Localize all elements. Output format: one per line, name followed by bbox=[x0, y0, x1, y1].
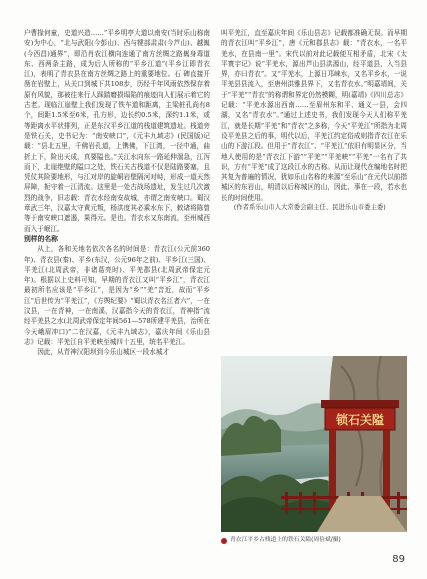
section-heading: 别样的名称 bbox=[24, 234, 58, 243]
pass-gate-illustration bbox=[221, 356, 407, 532]
body-paragraph: 因此，从青神汉阳坝到今乐山城区一段水城才 bbox=[37, 348, 170, 357]
right-text-column bbox=[221, 28, 407, 348]
photo-caption bbox=[221, 536, 411, 545]
pass-gate-photo bbox=[221, 356, 407, 532]
left-text-column bbox=[24, 28, 210, 568]
page-number: 89 bbox=[392, 554, 405, 565]
gate-sign-text: 锁石关隘 bbox=[335, 413, 385, 427]
author-note: (作者系乐山市人大常委会副主任、民进乐山市委主委) bbox=[233, 203, 386, 212]
body-paragraph: 户曹掾何童，史道兴造……”平乡明亭大道以南安(当时乐山称南安)为中心，“北与武阳(今彭山)、西与犍部肃肃(今芦山)、越嶲(今西昌)通界”，即沿肖农江横向连通了南方丝绸之路嶲身毒道东、西两条主路，成为后人所称的“平乡江道”(平乡江即青衣江)，表明了青衣县在南方丝绸之路上的重要地位。石 碑直接开凿在岩壁上，从关口到城下共108步，历经千年风雨依然保存着原有风貌，那被往来行人踩踏磨损塌陷的痕迹向人们展示着它的古老。现临江崖壁上我们发现了铁车道和距离，主梁桩孔尚有8个，间距1.5米至6米，孔方形，边长约0.5米，深约1.1米，或等距离水平状排列，正是东汉平乡江道的栈道建筑遗址。栈道旁是铁石关，史书记为：“南安峡口”，《元丰九域志》(民国版)记载：“县北五里，千佛岩孔道，上镌佛，下江湾，一径中通，曲折上下，险出天成，真要隘也。”关江水向东一路延伸湍急，江泻而下，北崖绝壁的隘口之处，铁石关古栈道不仅是陆路要塞，且凭仗其险要地形，与江对岸的旋峒岩壁隔河对峙，形成一道天然屏障，扼守着一江清流。这里是一处古战场遗址，发生过几次激烈的战争，旧志载：青衣水经南安故城，亦谓之南安峡口。蜀汉章武三年，汉嘉太守黄元叛，杨洪度其必乘水东下，敕诸将陈曾等于南安峡口遮遏，果得元。是也。青衣水又东南流，至州城西而入于岷江。 bbox=[24, 29, 210, 233]
body-paragraph: 叫平羌江，直至嘉庆年间《乐山县志》记载都准确无误。而早期的青衣江叫“平乡江”，唐《元和郡县志》载：“青衣水，一名平羌水，在县南一里”。宋代以前对此记载便互相矛盾，北宋《太平寰宇记》说“平羌水，源出芦山县洪源山，经平道县，入当县界，亦曰青衣”。又“平羌水，上源日邛崃水，又名平乡水，一说平羌县县流入，至唐州洪雅县界下，又名青衣水。”明嘉靖间，关于“平羌”“青衣”的称谓和界定仍然模糊，明(嘉靖)《四川总志》记载：“平羌水源出西南……至眉州东和平、通义一县，会四湖，又名“青衣水”。”通过上述史书，我们发现今天人们称平羌江，就是长期“平羌”和“青衣”之多称，今天“平羌江”所指为北周设平羌县之后的事，明代以后，平羌江约定俗成则指青衣江在乐山的下游江段。但用于“青衣江”、“平羌江”依旧有明显区分，当地人使用的是“青衣江下游”“平羌”“平羌峡”“平羌”一名有了共识，方有“平羌”成了这段江水的古称。从而让现代在编地名时把其复为普遍的情况，犹如乐山名称的来源“至乐山”在元代以前指城区的东岩山，明清以后称城区的山，因此，事在一段，若水也长的时间使用。 bbox=[221, 29, 407, 202]
caption-text: 青衣江平乡古栈道上的铁石关隘(周俭斌/摄) bbox=[230, 537, 341, 543]
caption-bullet-icon bbox=[221, 538, 227, 544]
body-paragraph: 从上，各和关地名依次各名的时间是：青衣江(公元前360年)、青衣县(秦)、平乡(东汉，公元96年之前)、平乡江(三国)、平羌江(北周武帝，非诸葛亮时)、平羌郡县(北周武帝保定元年)。根据以上史料可知，早期的青衣江又叫“平乡江”，青衣江最初所名应该是“平乡江”，是因为“乡”“羌”音近，故而“平乡江”后世传为“平羌江”，《方舆纪要》“蜀以青衣名江者六”，一在汶县，一在青神，一在南溪，汉嘉指今天的青衣江，青神指“流经平羌县之水(北周武帝保定年间561—578所建平羌县，治所在今天峨眉冲口)”二在汉嘉，《元丰九域志》，嘉庆年间《乐山县志》记载：平羌江自平羌峡至城四十五里，统名平羌江。 bbox=[24, 245, 210, 346]
